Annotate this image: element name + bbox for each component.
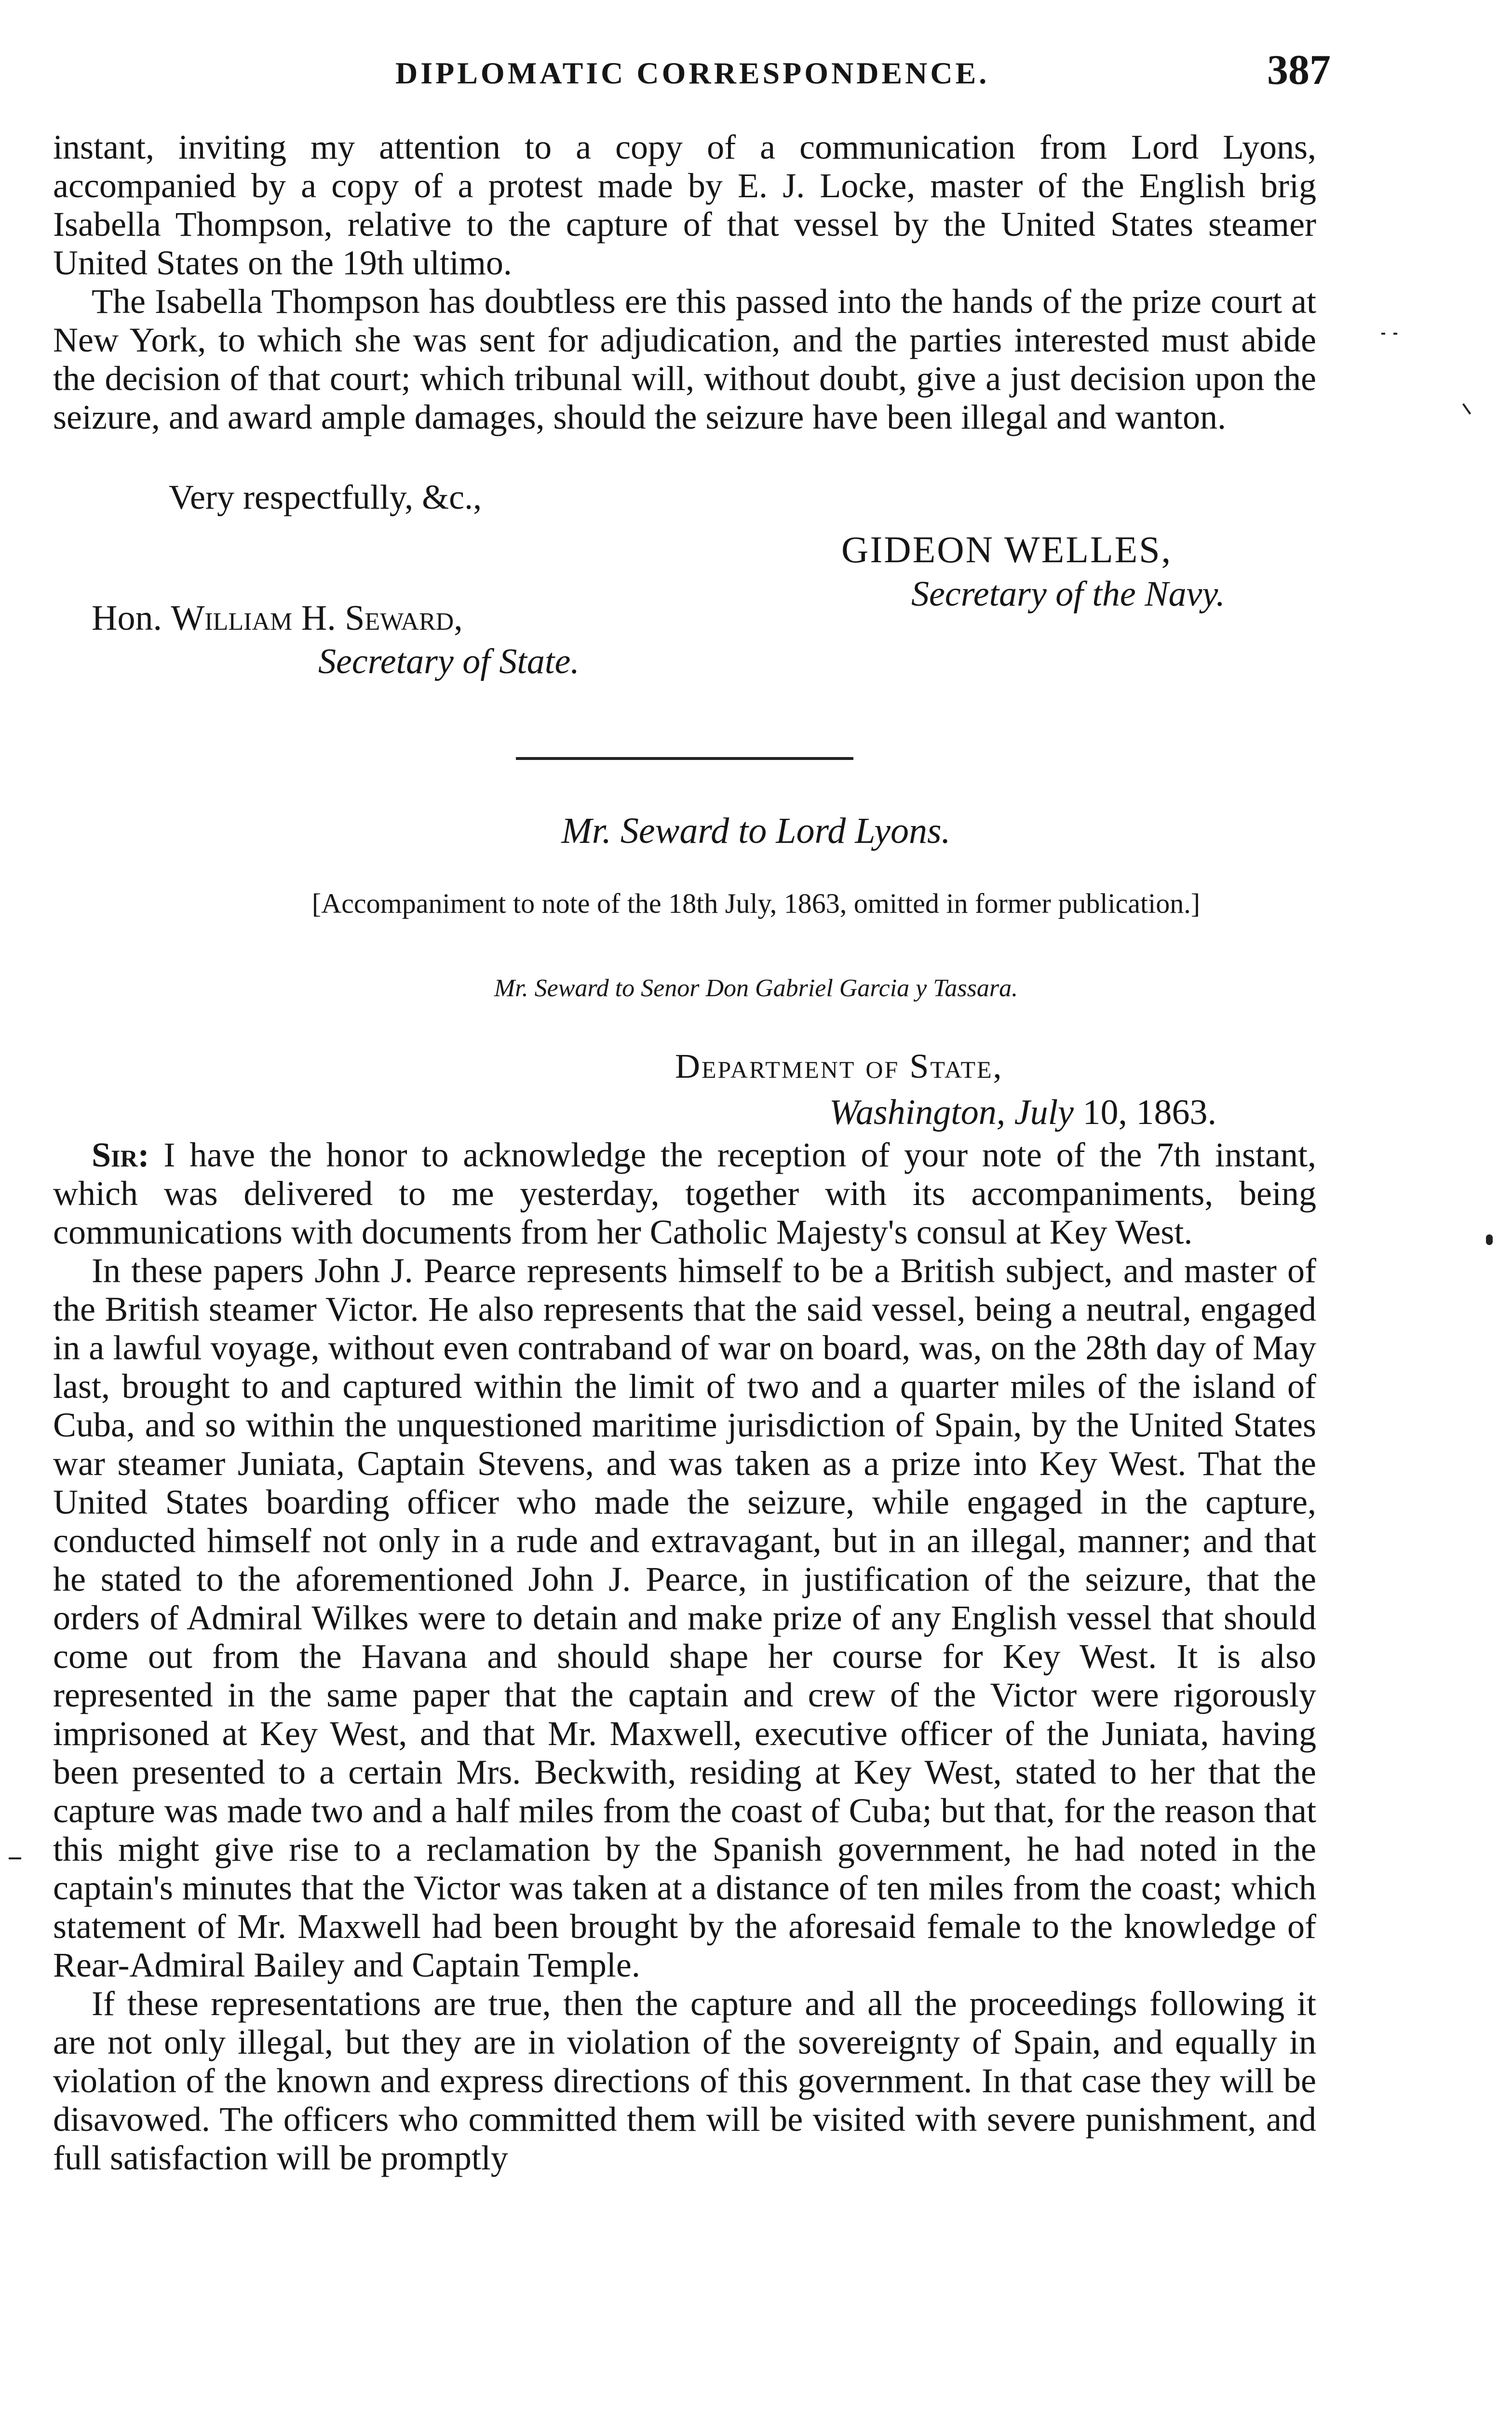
letter1-paragraph-1: instant, inviting my attention to a copy of a communication from Lord Lyons, accompanied by a copy of a protest made by E. J. Locke, master of the English brig Isabella Thompson, relative to the capture of that vessel by the United States steamer United States on the 19th ultimo. — [53, 128, 1316, 282]
letter2-paragraph-3: If these representations are true, then the capture and all the proceedings following it are not only illegal, but they are in violation of the sovereignty of Spain, and equally in violation of the known and express directions of this government. In that case they will be disavowed. The officers who committed them will be visited with severe punishment, and full satisfaction will be promptly — [53, 1984, 1316, 2177]
addressee-prefix: Hon. — [92, 598, 162, 638]
margin-mark — [1462, 403, 1471, 415]
letter1-addressee — [92, 598, 463, 639]
letter2-paragraph-1-text: I have the honor to acknowledge the reception of your note of the 7th instant, which was delivered to me yesterday, together with its accompaniments, being communications with documents from her Catholic Majesty's consul at Key West. — [53, 1136, 1316, 1251]
addressee-name: William H. Seward, — [171, 598, 463, 638]
letter1-addressee-title: Secretary of State. — [318, 642, 580, 681]
letter2-body — [53, 1136, 1316, 2177]
dateline-date: 10, 1863. — [1082, 1093, 1217, 1132]
letter1-paragraph-2: The Isabella Thompson has doubtless ere this passed into the hands of the prize court at New York, to which she was sent for adjudication, and the parties interested must abide the decision of that court; which tribunal will, without doubt, give a just decision upon the seizure, and award ample damages, should the seizure have been illegal and wanton. — [53, 282, 1316, 436]
running-head: DIPLOMATIC CORRESPONDENCE. — [395, 56, 990, 90]
letter2-subheading: Mr. Seward to Senor Don Gabriel Garcia y Tassara. — [494, 975, 1018, 1002]
margin-mark — [1381, 333, 1385, 335]
letter1-closing: Very respectfully, &c., — [169, 478, 482, 516]
letter2-paragraph-1 — [53, 1136, 1316, 1251]
letter1-signer-name: GIDEON WELLES, — [841, 528, 1173, 570]
letter2-dateline-department: Department of State, — [675, 1047, 1003, 1085]
margin-mark — [1486, 1234, 1493, 1245]
margin-mark — [1393, 333, 1397, 335]
letter2-note: [Accompaniment to note of the 18th July, 1863, omitted in former publication.] — [311, 888, 1201, 919]
letter2-dateline-place — [829, 1092, 1216, 1133]
letter2-heading: Mr. Seward to Lord Lyons. — [561, 811, 951, 851]
margin-mark — [9, 1857, 21, 1859]
salutation: Sir: — [92, 1136, 149, 1174]
dateline-place: Washington, July — [829, 1093, 1074, 1132]
letter1-body — [53, 128, 1316, 436]
page-number: 387 — [1267, 47, 1331, 94]
section-divider — [516, 757, 853, 760]
letter1-signer-title: Secretary of the Navy. — [911, 574, 1225, 614]
letter2-paragraph-2: In these papers John J. Pearce represents himself to be a British subject, and master of the British steamer Victor. He also represents that the said vessel, being a neutral, engaged in a lawful voyage, without even contraband of war on board, was, on the 28th day of May last, brought to and captured within the limit of two and a quarter miles of the island of Cuba, and so within the unquestioned maritime jurisdiction of Spain, by the United States war steamer Juniata, Captain Stevens, and was taken as a prize into Key West. That the United States boarding officer who made the seizure, while engaged in the capture, conducted himself not only in a rude and extravagant, but in an illegal, manner; and that he stated to the aforementioned John J. Pearce, in justification of the seizure, that the orders of Admiral Wilkes were to detain and make prize of any English vessel that should come out from the Havana and should shape her course for Key West. It is also represented in the same paper that the captain and crew of the Victor were rigorously imprisoned at Key West, and that Mr. Maxwell, executive officer of the Juniata, having been presented to a certain Mrs. Beckwith, residing at Key West, stated to her that the capture was made two and a half miles from the coast of Cuba; but that, for the reason that this might give rise to a reclamation by the Spanish government, he had noted in the captain's minutes that the Victor was taken at a distance of ten miles from the coast; which statement of Mr. Maxwell had been brought by the aforesaid female to the knowledge of Rear-Admiral Bailey and Captain Temple. — [53, 1251, 1316, 1984]
page-header — [48, 46, 1331, 118]
